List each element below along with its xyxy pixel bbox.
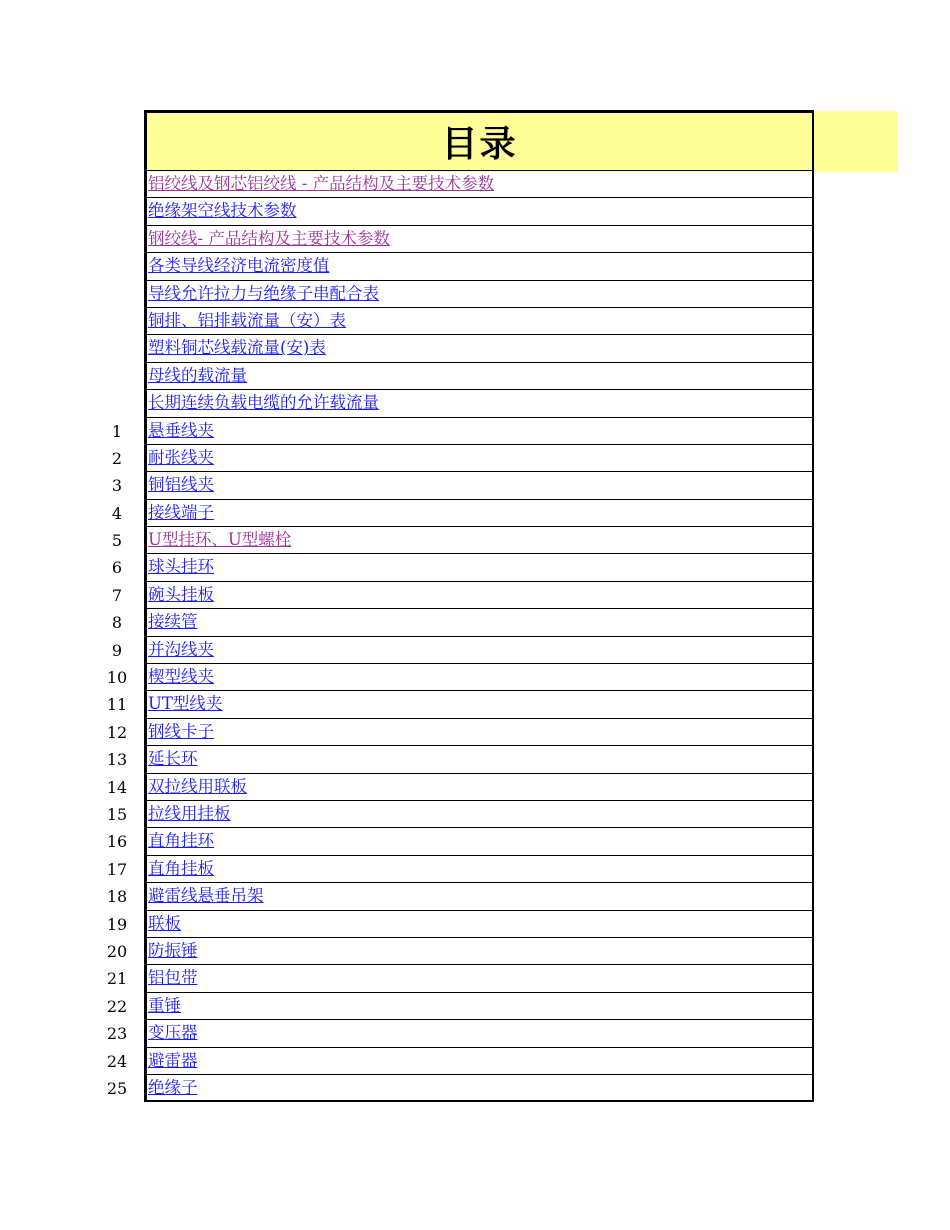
toc-table bbox=[90, 171, 814, 1102]
toc-link[interactable]: 耐张线夹 bbox=[148, 447, 214, 467]
toc-cell bbox=[144, 993, 814, 1020]
toc-link[interactable]: 防振锤 bbox=[148, 940, 198, 960]
toc-link[interactable]: 钢线卡子 bbox=[148, 721, 214, 741]
toc-link[interactable]: 铝包带 bbox=[148, 968, 198, 988]
row-number: 19 bbox=[106, 914, 128, 934]
row-number: 1 bbox=[111, 421, 123, 441]
toc-cell bbox=[144, 226, 814, 253]
toc-link[interactable]: 直角挂环 bbox=[148, 831, 214, 851]
toc-cell bbox=[144, 883, 814, 910]
toc-row bbox=[90, 226, 814, 253]
toc-link[interactable]: 长期连续负载电缆的允许载流量 bbox=[148, 393, 379, 413]
row-number: 20 bbox=[106, 941, 128, 961]
toc-row bbox=[90, 746, 814, 773]
toc-cell bbox=[144, 390, 814, 417]
toc-row bbox=[90, 500, 814, 527]
row-number bbox=[90, 198, 144, 225]
row-number: 21 bbox=[106, 969, 128, 989]
toc-row bbox=[90, 363, 814, 390]
toc-cell bbox=[144, 335, 814, 362]
row-number bbox=[90, 308, 144, 335]
toc-cell bbox=[144, 472, 814, 499]
toc-link[interactable]: 接续管 bbox=[148, 612, 198, 632]
toc-link[interactable]: 母线的载流量 bbox=[148, 365, 247, 385]
row-number: 6 bbox=[111, 558, 123, 578]
toc-row bbox=[90, 774, 814, 801]
toc-link[interactable]: 联板 bbox=[148, 913, 181, 933]
toc-row bbox=[90, 719, 814, 746]
row-number: 22 bbox=[106, 996, 128, 1016]
toc-cell bbox=[144, 582, 814, 609]
title-cell bbox=[144, 110, 814, 171]
toc-row bbox=[90, 171, 814, 198]
toc-row bbox=[90, 609, 814, 636]
toc-link[interactable]: 直角挂板 bbox=[148, 858, 214, 878]
toc-cell bbox=[144, 281, 814, 308]
toc-link[interactable]: U型挂环、U型螺栓 bbox=[148, 530, 292, 550]
toc-cell bbox=[144, 1048, 814, 1075]
toc-row bbox=[90, 253, 814, 280]
row-number: 17 bbox=[106, 859, 128, 879]
toc-row bbox=[90, 691, 814, 718]
toc-link[interactable]: 避雷器 bbox=[148, 1050, 198, 1070]
page-title: 目录 bbox=[441, 124, 518, 165]
toc-link[interactable]: 避雷线悬垂吊架 bbox=[148, 886, 264, 906]
toc-link[interactable]: 延长环 bbox=[148, 749, 198, 769]
toc-link[interactable]: 变压器 bbox=[148, 1023, 198, 1043]
toc-row bbox=[90, 281, 814, 308]
toc-link[interactable]: 钢绞线- 产品结构及主要技术参数 bbox=[148, 228, 390, 248]
toc-cell bbox=[144, 253, 814, 280]
toc-cell bbox=[144, 554, 814, 581]
toc-link[interactable]: 重锤 bbox=[148, 995, 181, 1015]
toc-link[interactable]: 接线端子 bbox=[148, 502, 214, 522]
toc-row bbox=[90, 582, 814, 609]
toc-row bbox=[90, 801, 814, 828]
row-number: 10 bbox=[106, 668, 128, 688]
toc-cell bbox=[144, 746, 814, 773]
toc-link[interactable]: 铜排、铝排载流量（安）表 bbox=[148, 310, 346, 330]
toc-cell bbox=[144, 198, 814, 225]
toc-link[interactable]: 楔型线夹 bbox=[148, 667, 214, 687]
toc-link[interactable]: 拉线用挂板 bbox=[148, 803, 231, 823]
toc-link[interactable]: 导线允许拉力与绝缘子串配合表 bbox=[148, 283, 379, 303]
toc-cell bbox=[144, 965, 814, 992]
toc-link[interactable]: 并沟线夹 bbox=[148, 639, 214, 659]
row-number bbox=[90, 363, 144, 390]
row-number: 23 bbox=[106, 1024, 128, 1044]
toc-row bbox=[90, 390, 814, 417]
toc-row bbox=[90, 993, 814, 1020]
row-number: 3 bbox=[111, 476, 123, 496]
row-number: 11 bbox=[106, 695, 128, 715]
toc-link[interactable]: 绝缘子 bbox=[148, 1077, 198, 1097]
toc-row bbox=[90, 938, 814, 965]
toc-cell bbox=[144, 527, 814, 554]
toc-row bbox=[90, 856, 814, 883]
toc-link[interactable]: 球头挂环 bbox=[148, 557, 214, 577]
row-number: 25 bbox=[106, 1078, 128, 1098]
row-number: 18 bbox=[106, 887, 128, 907]
toc-row bbox=[90, 472, 814, 499]
toc-cell bbox=[144, 828, 814, 855]
toc-link[interactable]: UT型线夹 bbox=[148, 694, 223, 714]
toc-cell bbox=[144, 691, 814, 718]
row-number: 8 bbox=[111, 613, 123, 633]
toc-cell bbox=[144, 856, 814, 883]
toc-cell bbox=[144, 719, 814, 746]
toc-link[interactable]: 绝缘架空线技术参数 bbox=[148, 201, 297, 221]
toc-row bbox=[90, 883, 814, 910]
row-number bbox=[90, 253, 144, 280]
toc-link[interactable]: 双拉线用联板 bbox=[148, 776, 247, 796]
toc-link[interactable]: 铝绞线及钢芯铝绞线 - 产品结构及主要技术参数 bbox=[148, 174, 495, 193]
toc-row bbox=[90, 418, 814, 445]
toc-row bbox=[90, 1075, 814, 1102]
row-number: 24 bbox=[106, 1051, 128, 1071]
toc-cell bbox=[144, 637, 814, 664]
toc-row bbox=[90, 198, 814, 225]
toc-row bbox=[90, 965, 814, 992]
toc-row bbox=[90, 637, 814, 664]
toc-link[interactable]: 塑料铜芯线载流量(安)表 bbox=[148, 338, 326, 358]
row-number bbox=[90, 226, 144, 253]
toc-cell bbox=[144, 664, 814, 691]
toc-link[interactable]: 铜铝线夹 bbox=[148, 475, 214, 495]
row-number: 4 bbox=[111, 503, 123, 523]
toc-row bbox=[90, 308, 814, 335]
toc-cell bbox=[144, 801, 814, 828]
row-number: 12 bbox=[106, 722, 128, 742]
toc-row bbox=[90, 554, 814, 581]
toc-row bbox=[90, 1020, 814, 1047]
toc-cell bbox=[144, 1020, 814, 1047]
toc-row bbox=[90, 335, 814, 362]
toc-cell bbox=[144, 1075, 814, 1102]
row-number: 5 bbox=[111, 531, 123, 551]
toc-row bbox=[90, 911, 814, 938]
toc-cell bbox=[144, 938, 814, 965]
row-number: 16 bbox=[106, 832, 128, 852]
toc-row bbox=[90, 828, 814, 855]
toc-row bbox=[90, 527, 814, 554]
toc-cell bbox=[144, 445, 814, 472]
toc-cell bbox=[144, 774, 814, 801]
toc-row bbox=[90, 445, 814, 472]
toc-row bbox=[90, 664, 814, 691]
toc-cell bbox=[144, 308, 814, 335]
row-number: 15 bbox=[106, 804, 128, 824]
row-number: 9 bbox=[111, 640, 123, 660]
row-number: 2 bbox=[111, 448, 123, 468]
row-number: 14 bbox=[106, 777, 128, 797]
toc-cell bbox=[144, 363, 814, 390]
toc-link[interactable]: 各类导线经济电流密度值 bbox=[148, 256, 330, 276]
row-number: 7 bbox=[111, 585, 123, 605]
toc-cell bbox=[144, 171, 814, 198]
toc-link[interactable]: 悬垂线夹 bbox=[148, 420, 214, 440]
row-number bbox=[90, 390, 144, 417]
toc-cell bbox=[144, 609, 814, 636]
row-number bbox=[90, 171, 144, 198]
row-number bbox=[90, 335, 144, 362]
toc-row bbox=[90, 1048, 814, 1075]
toc-cell bbox=[144, 500, 814, 527]
row-number bbox=[90, 281, 144, 308]
row-number: 13 bbox=[106, 750, 128, 770]
toc-cell bbox=[144, 911, 814, 938]
toc-link[interactable]: 碗头挂板 bbox=[148, 584, 214, 604]
toc-cell bbox=[144, 418, 814, 445]
